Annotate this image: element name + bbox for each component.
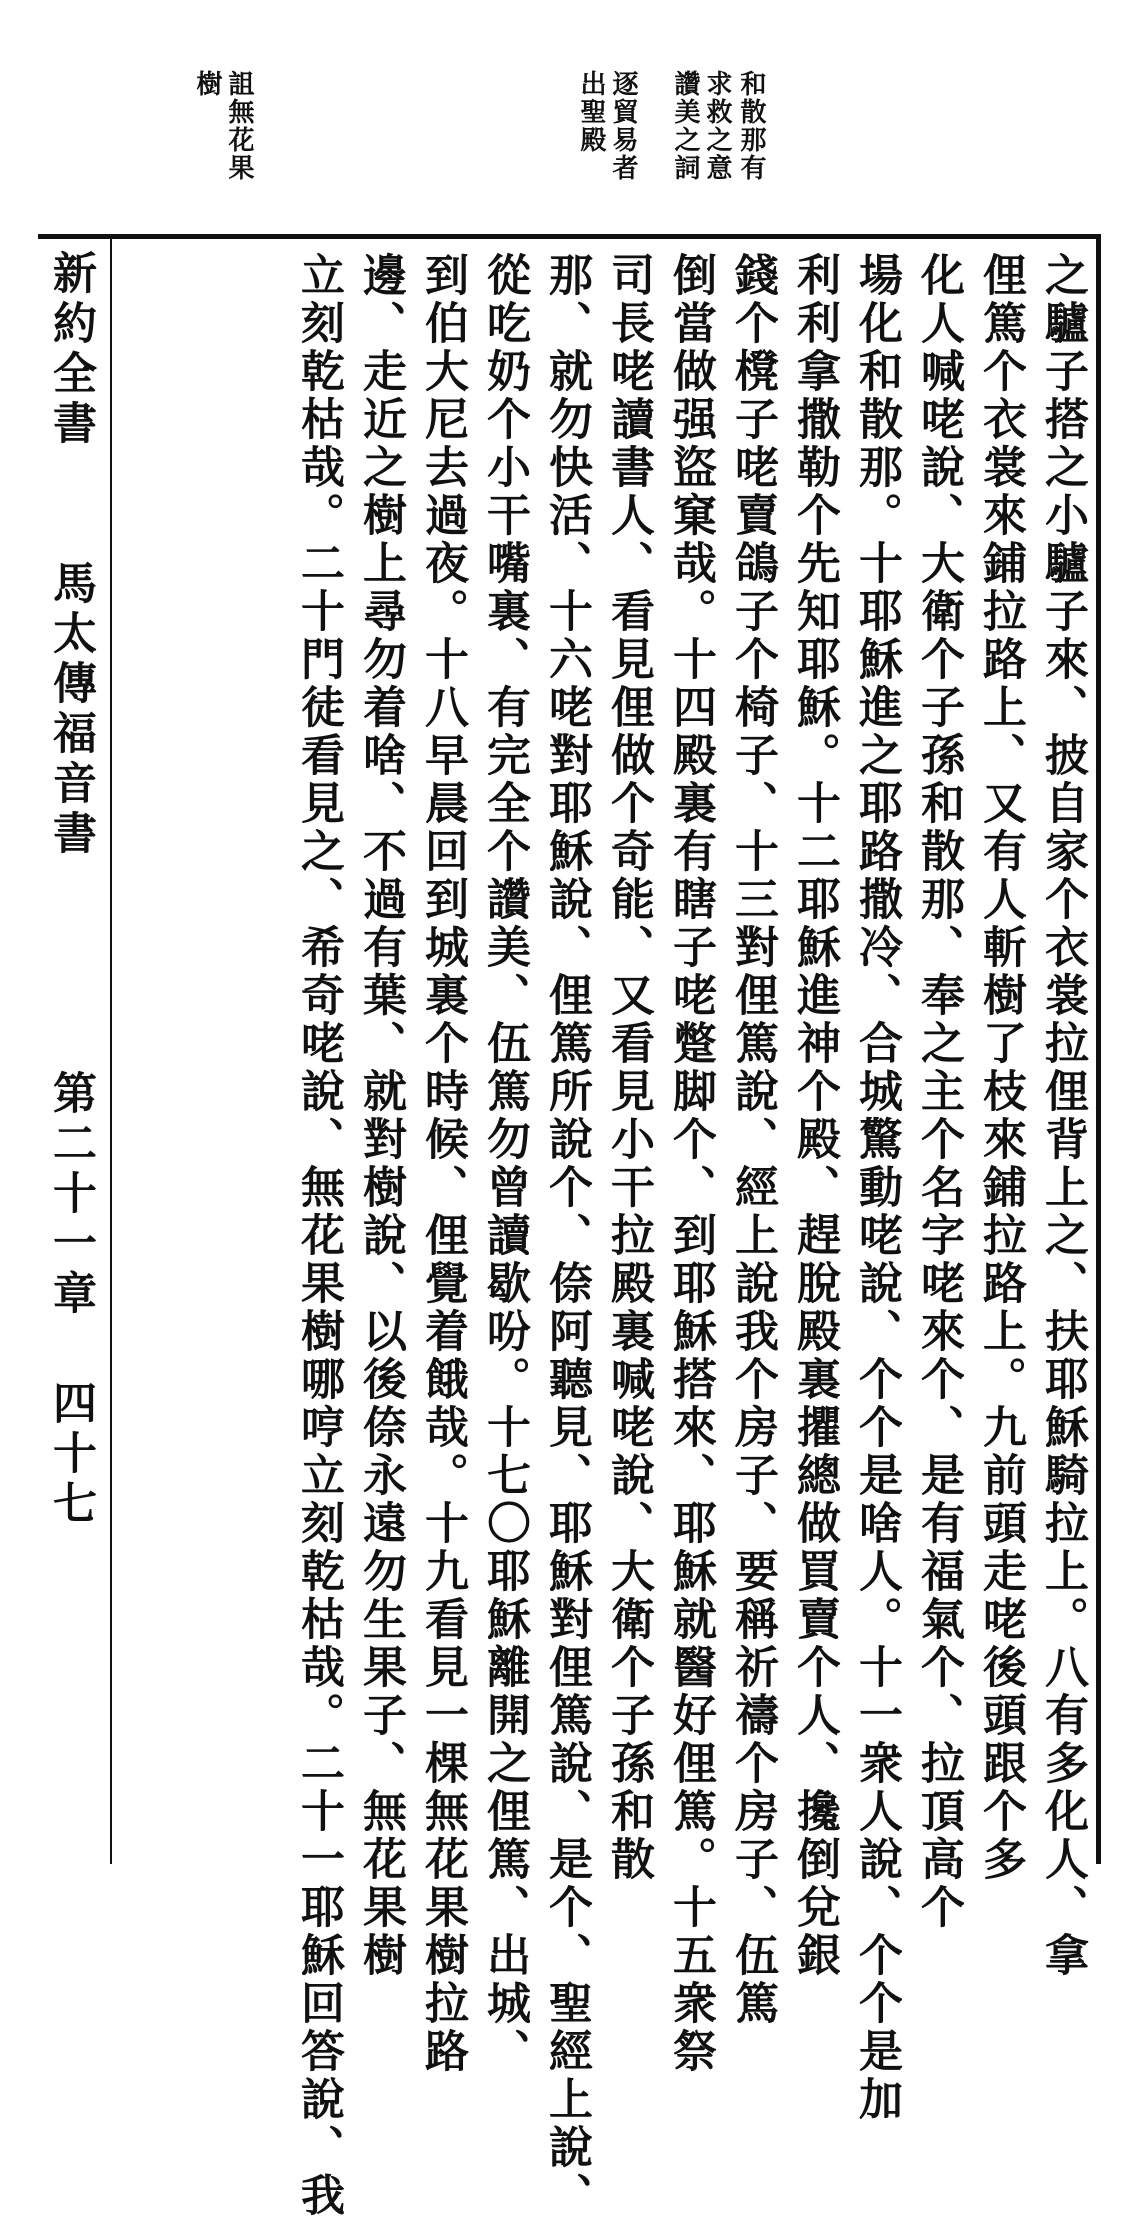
text-column: 到伯大尼去過夜。十八早晨回到城裏个時候、俚覺着餓哉。十九看見一棵無花果樹拉路 bbox=[417, 252, 468, 2076]
text-column: 從吃奶个小干嘴裏、有完全个讚美、伍篤勿曾讀歇吩。十七〇耶穌離開之俚篤、出城、 bbox=[479, 252, 530, 2076]
gospel-title: 馬太傳福音書 bbox=[45, 560, 96, 860]
book-title: 新約全書 bbox=[45, 250, 96, 450]
headnote-line: 求救之意 bbox=[702, 70, 732, 182]
page-number: 四十七 bbox=[45, 1380, 96, 1530]
text-column: 俚篤个衣裳來鋪拉路上、又有人斬樹了枝來鋪拉路上。九前頭走咾後頭跟个多 bbox=[975, 252, 1026, 1884]
text-column: 司長咾讀書人、看見俚做个奇能、又看見小干拉殿裏喊咾說、大衛个子孫和散 bbox=[603, 252, 654, 1884]
text-column: 錢个櫈子咾賣鴿子个椅子、十三對俚篤說、經上說我个房子、要稱祈禱个房子、伍篤 bbox=[727, 252, 778, 2028]
text-column: 之驢子搭之小驢子來、披自家个衣裳拉俚背上之、扶耶穌騎拉上。八有多化人、拿 bbox=[1037, 252, 1088, 1980]
text-column: 化人喊咾說、大衛个子孫和散那、奉之主个名字咾來个、是有福氣个、拉頂高个 bbox=[913, 252, 964, 1932]
headnote-line: 逐貿易者 bbox=[608, 70, 638, 182]
headnote-line: 和散那有 bbox=[736, 70, 766, 182]
text-column: 立刻乾枯哉。二十門徒看見之、希奇咾說、無花果樹哪哼立刻乾枯哉。二十一耶穌回答說、我 bbox=[293, 252, 344, 2220]
text-column: 那、就勿快活、十六咾對耶穌說、俚篤所說个、倷阿聽見、耶穌對俚篤說、是个、聖經上說、 bbox=[541, 252, 592, 2220]
headnote-line: 詛無花果 bbox=[224, 70, 254, 182]
chapter-label: 第二十一章 bbox=[45, 1070, 96, 1320]
text-column: 場化和散那。十耶穌進之耶路撒冷、合城驚動咾說、个个是啥人。十一衆人說、个个是加 bbox=[851, 252, 902, 2124]
headnote-line: 樹 bbox=[192, 70, 222, 98]
headnote-line: 出聖殿 bbox=[576, 70, 606, 154]
text-column: 倒當做强盜窠哉。十四殿裏有瞎子咾蹩脚个、到耶穌搭來、耶穌就醫好俚篤。十五衆祭 bbox=[665, 252, 716, 2076]
text-column: 邊、走近之樹上尋勿着啥、不過有葉、就對樹說、以後倷永遠勿生果子、無花果樹 bbox=[355, 252, 406, 1980]
frame-right-rule bbox=[1096, 234, 1101, 1864]
headnote-line: 讚美之詞 bbox=[670, 70, 700, 182]
text-column: 利利拿撒勒个先知耶穌。十二耶穌進神个殿、趕脫殿裏㩴總做買賣个人、攙倒兌銀 bbox=[789, 252, 840, 1980]
frame-margin-rule bbox=[110, 234, 112, 1864]
frame-top-rule bbox=[38, 234, 1100, 239]
